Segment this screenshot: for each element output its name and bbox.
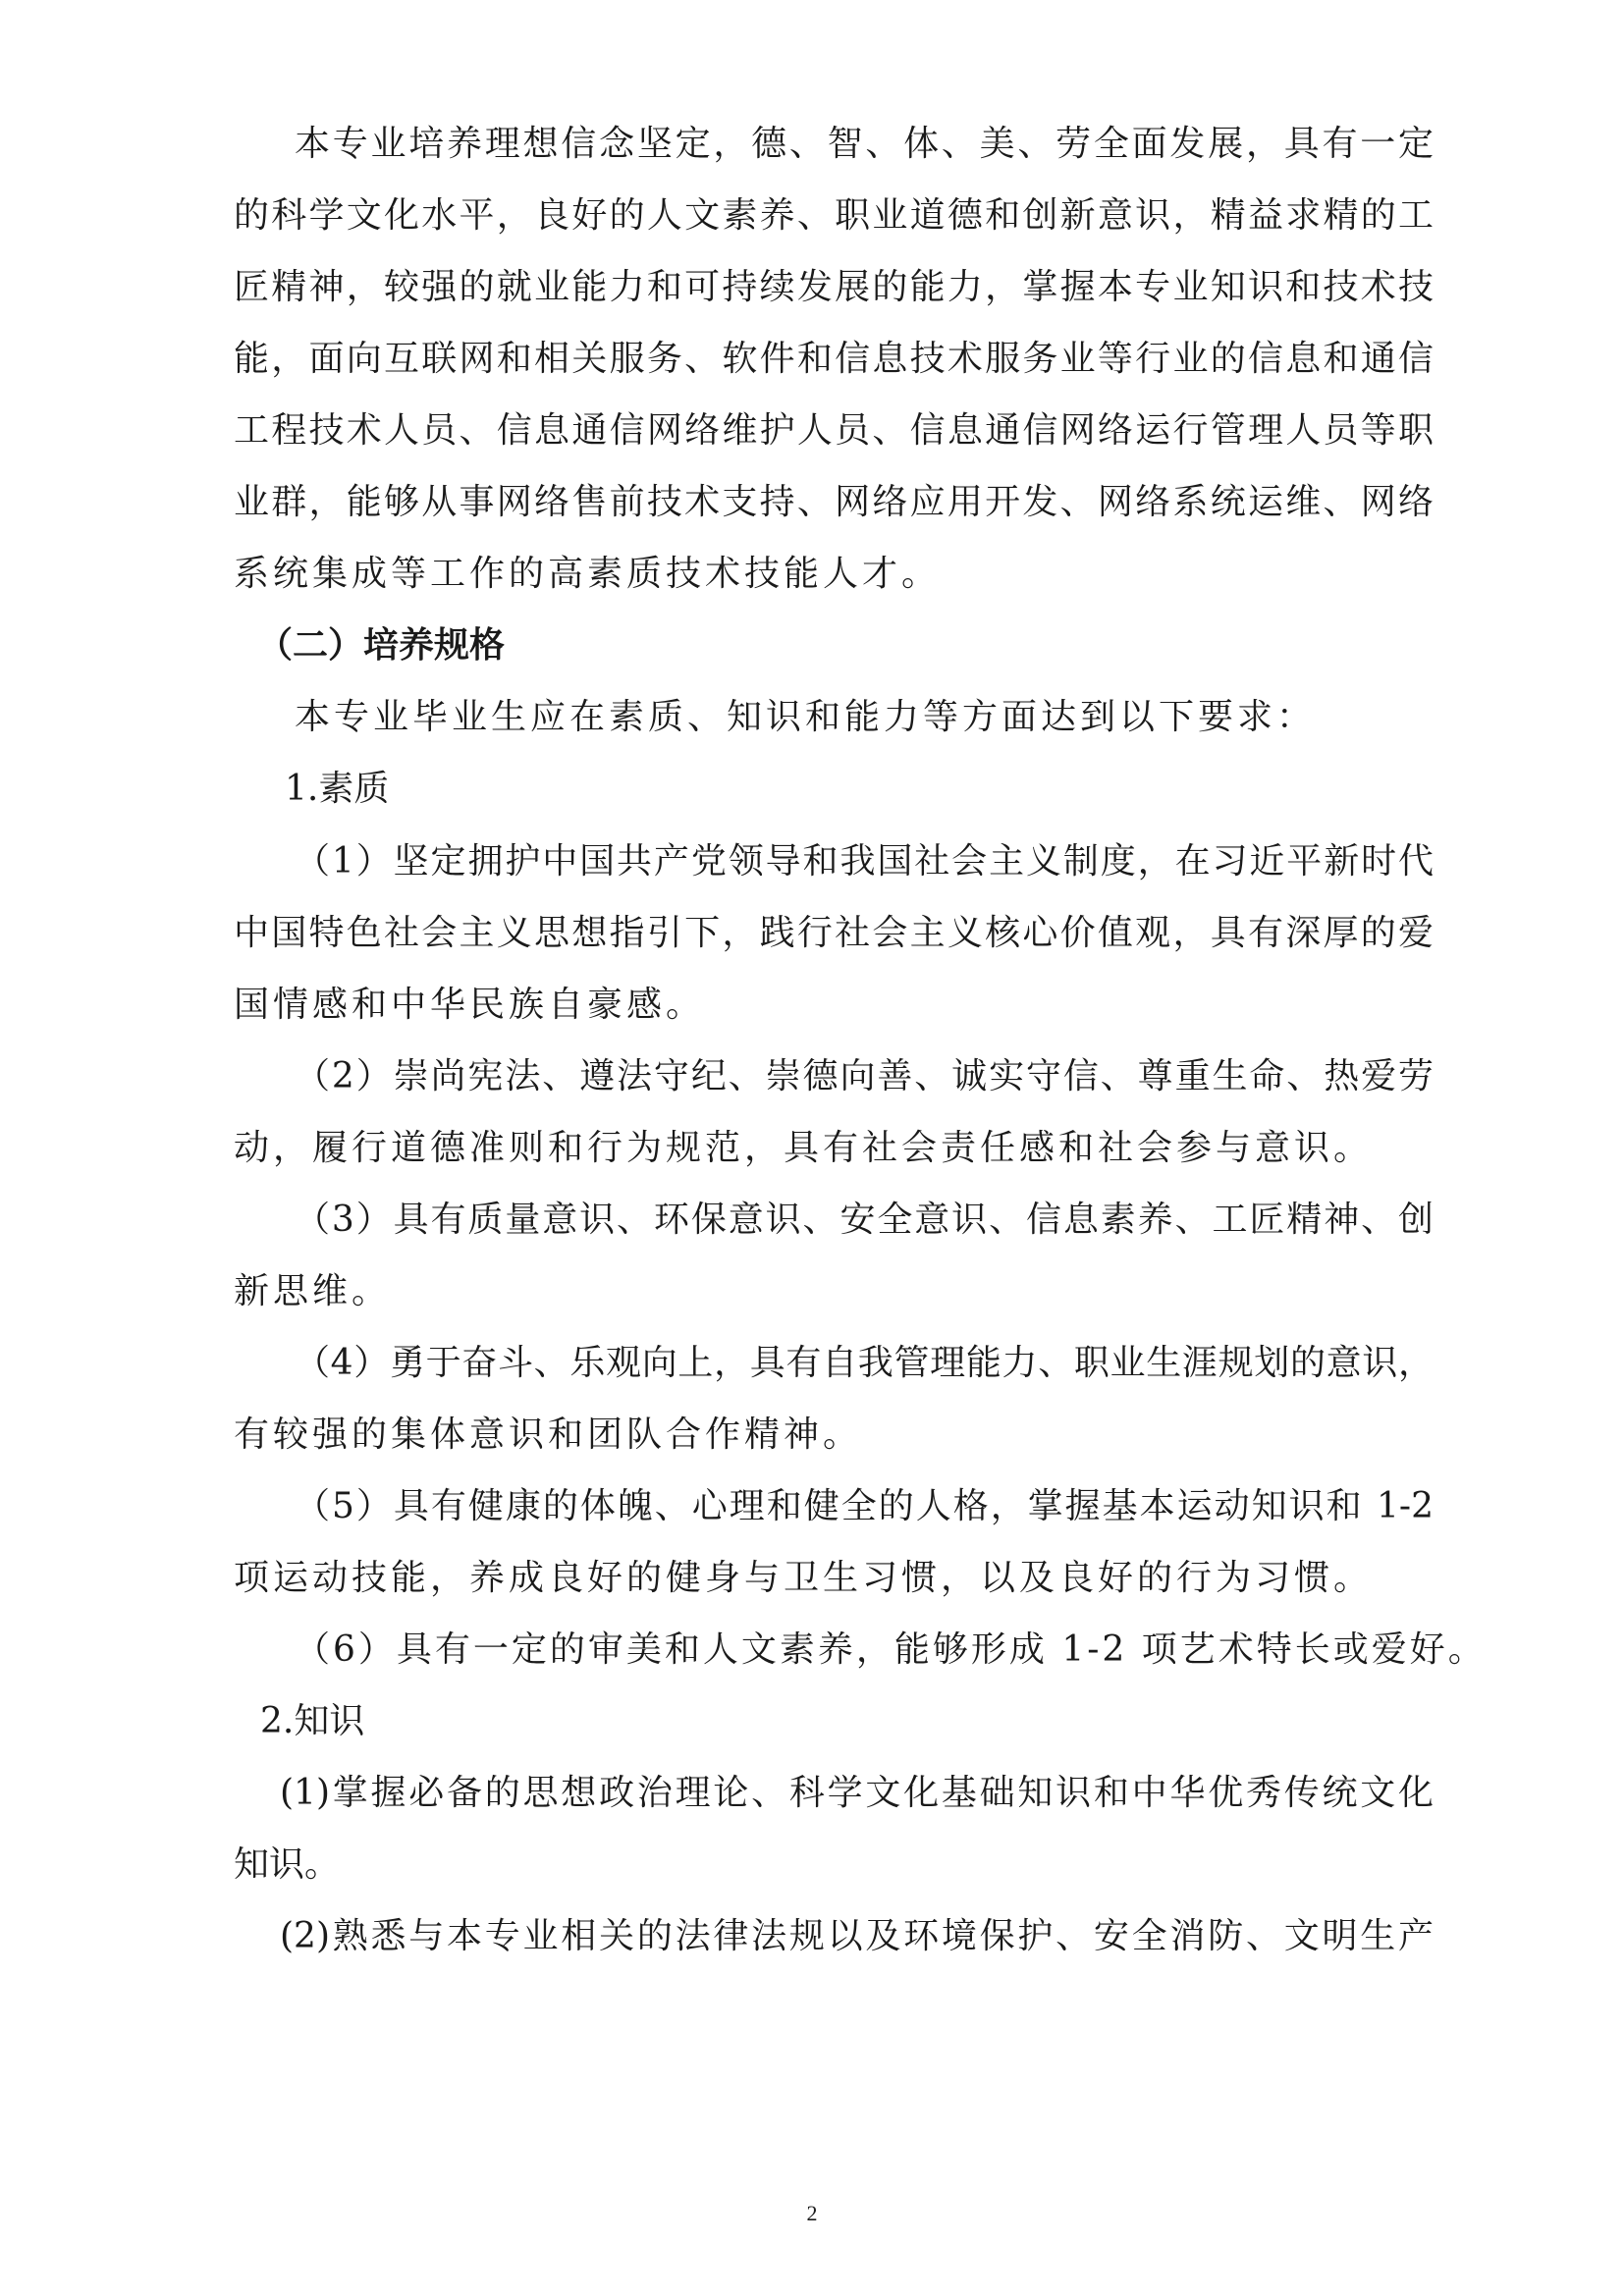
intro-line-1: 本专业培养理想信念坚定，德、智、体、美、劳全面发展，具有一定: [295, 124, 1434, 164]
quality-item-3-line-1: （3）具有质量意识、环保意识、安全意识、信息素养、工匠精神、创: [295, 1200, 1434, 1240]
quality-item-4-line-1: （4）勇于奋斗、乐观向上，具有自我管理能力、职业生涯规划的意识，: [295, 1343, 1434, 1383]
intro-line-3: 匠精神，较强的就业能力和可持续发展的能力，掌握本专业知识和技术技: [234, 267, 1434, 307]
intro-line-2: 的科学文化水平，良好的人文素养、职业道德和创新意识，精益求精的工: [234, 195, 1434, 236]
intro-line-4: 能，面向互联网和相关服务、软件和信息技术服务业等行业的信息和通信: [234, 339, 1434, 379]
knowledge-item-1-line-2: 知识。: [234, 1844, 341, 1885]
quality-item-5-line-1: （5）具有健康的体魄、心理和健全的人格，掌握基本运动知识和 1-2: [295, 1486, 1434, 1526]
knowledge-title: 2.知识: [260, 1701, 365, 1741]
section-intro: 本专业毕业生应在素质、知识和能力等方面达到以下要求：: [295, 697, 1317, 737]
quality-item-3-line-2: 新思维。: [234, 1271, 392, 1311]
intro-line-7: 系统集成等工作的高素质技术技能人才。: [234, 554, 942, 594]
quality-item-1-line-3: 国情感和中华民族自豪感。: [234, 985, 706, 1025]
quality-title: 1.素质: [285, 769, 390, 809]
intro-line-5: 工程技术人员、信息通信网络维护人员、信息通信网络运行管理人员等职: [234, 410, 1434, 451]
section-heading: （二）培养规格: [257, 625, 506, 666]
intro-line-6: 业群，能够从事网络售前技术支持、网络应用开发、网络系统运维、网络: [234, 482, 1434, 522]
quality-item-1-line-2: 中国特色社会主义思想指引下，践行社会主义核心价值观，具有深厚的爱: [234, 913, 1434, 953]
quality-item-4-line-2: 有较强的集体意识和团队合作精神。: [234, 1415, 863, 1455]
page-number: 2: [806, 2201, 818, 2225]
quality-item-1-line-1: （1）坚定拥护中国共产党领导和我国社会主义制度，在习近平新时代: [295, 841, 1434, 881]
knowledge-item-1-line-1: (1)掌握必备的思想政治理论、科学文化基础知识和中华优秀传统文化: [280, 1773, 1434, 1813]
quality-item-6-line-1: （6）具有一定的审美和人文素养，能够形成 1-2 项艺术特长或爱好。: [295, 1629, 1487, 1670]
quality-item-5-line-2: 项运动技能，养成良好的健身与卫生习惯，以及良好的行为习惯。: [234, 1558, 1374, 1598]
knowledge-item-2-line-1: (2)熟悉与本专业相关的法律法规以及环境保护、安全消防、文明生产: [280, 1916, 1434, 1956]
quality-item-2-line-2: 动，履行道德准则和行为规范，具有社会责任感和社会参与意识。: [234, 1128, 1374, 1168]
quality-item-2-line-1: （2）崇尚宪法、遵法守纪、崇德向善、诚实守信、尊重生命、热爱劳: [295, 1056, 1434, 1096]
